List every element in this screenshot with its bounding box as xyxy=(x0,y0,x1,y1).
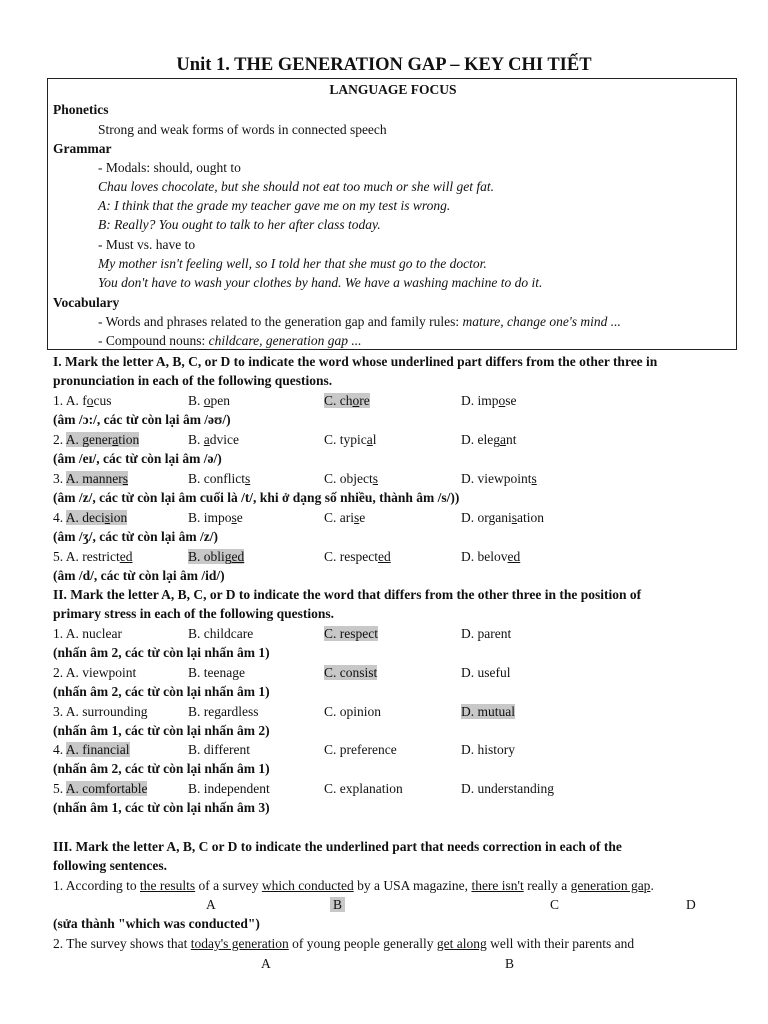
option-b: B. advice xyxy=(188,432,240,447)
grammar-heading: Grammar xyxy=(53,141,112,156)
option-c-answer: C. consist xyxy=(324,665,378,680)
grammar-example: Chau loves chocolate, but she should not eat too much or she will get fat. xyxy=(98,179,494,194)
language-focus-box xyxy=(47,78,737,350)
option-d: D. useful xyxy=(461,665,511,680)
part-label-b-answer: B xyxy=(330,896,345,914)
option-b: B. teenage xyxy=(188,665,245,680)
grammar-example: A: I think that the grade my teacher gave me on my test is wrong. xyxy=(98,198,451,213)
option-c: C. respected xyxy=(324,549,391,564)
phonetics-text: Strong and weak forms of words in connected speech xyxy=(98,122,387,137)
sentence-2: 2. The survey shows that today's generation of young people generally get along well with their parents and xyxy=(53,936,635,951)
option-d: D. organisation xyxy=(461,510,545,525)
answer-note: (sửa thành "which was conducted") xyxy=(53,916,260,931)
option-c: C. preference xyxy=(324,742,397,757)
vocabulary-text: - Compound nouns: xyxy=(98,333,209,348)
answer-note: (nhấn âm 1, các từ còn lại nhấn âm 3) xyxy=(53,800,270,815)
option-b: B. impose xyxy=(188,510,243,525)
option-a: 2. A. viewpoint xyxy=(53,665,137,680)
option-a-answer: 4. A. decision xyxy=(53,510,128,525)
section2-heading: primary stress in each of the following questions. xyxy=(53,606,335,621)
option-b: B. open xyxy=(188,393,231,408)
option-a: 5. A. restricted xyxy=(53,549,133,564)
answer-note: (âm /ɔ:/, các từ còn lại âm /əʊ/) xyxy=(53,412,231,427)
option-d: D. viewpoints xyxy=(461,471,537,486)
phonetics-heading: Phonetics xyxy=(53,102,109,117)
section1-heading: pronunciation in each of the following questions. xyxy=(53,373,333,388)
option-d: D. impose xyxy=(461,393,517,408)
answer-note: (âm /ʒ/, các từ còn lại âm /z/) xyxy=(53,529,218,544)
option-d: D. beloved xyxy=(461,549,521,564)
grammar-example: You don't have to wash your clothes by hand. We have a washing machine to do it. xyxy=(98,275,543,290)
option-d-answer: D. mutual xyxy=(461,704,515,719)
option-a-answer: 3. A. manners xyxy=(53,471,129,486)
option-a-answer: 4. A. financial xyxy=(53,742,130,757)
option-d: D. history xyxy=(461,742,515,757)
option-c-answer: C. respect xyxy=(324,626,378,641)
option-a: 1. A. focus xyxy=(53,393,112,408)
option-c: C. explanation xyxy=(324,781,403,796)
option-b: B. regardless xyxy=(188,704,259,719)
option-c: C. objects xyxy=(324,471,379,486)
grammar-line: - Must vs. have to xyxy=(98,237,196,252)
grammar-example: My mother isn't feeling well, so I told her that she must go to the doctor. xyxy=(98,256,487,271)
sentence-1: 1. According to the results of a survey which conducted by a USA magazine, there isn't really a generation gap. xyxy=(53,878,654,893)
option-d: D. parent xyxy=(461,626,512,641)
part-label-b: B xyxy=(505,956,515,971)
answer-note: (âm /d/, các từ còn lại âm /id/) xyxy=(53,568,225,583)
option-b-answer: B. obliged xyxy=(188,549,245,564)
option-b: B. independent xyxy=(188,781,270,796)
grammar-line: - Modals: should, ought to xyxy=(98,160,241,175)
option-d: D. understanding xyxy=(461,781,554,796)
section3-heading: III. Mark the letter A, B, C or D to indicate the underlined part that needs correction in each of the xyxy=(53,839,622,854)
answer-note: (âm /z/, các từ còn lại âm cuối là /t/, khi ở dạng số nhiều, thành âm /s/)) xyxy=(53,490,460,505)
answer-note: (nhấn âm 1, các từ còn lại nhấn âm 2) xyxy=(53,723,270,738)
option-b: B. different xyxy=(188,742,250,757)
option-a-answer: 5. A. comfortable xyxy=(53,781,148,796)
vocabulary-text: - Words and phrases related to the generation gap and family rules: xyxy=(98,314,463,329)
language-focus-heading: LANGUAGE FOCUS xyxy=(329,82,457,97)
part-label-d: D xyxy=(686,897,696,912)
section2-heading: II. Mark the letter A, B, C, or D to indicate the word that differs from the other three in the position of xyxy=(53,587,642,602)
part-label-a: A xyxy=(261,956,271,971)
option-d: D. elegant xyxy=(461,432,517,447)
grammar-example: B: Really? You ought to talk to her after class today. xyxy=(98,217,381,232)
vocabulary-examples: childcare, generation gap ... xyxy=(208,333,362,348)
vocabulary-heading: Vocabulary xyxy=(53,295,120,310)
option-c: C. arise xyxy=(324,510,366,525)
option-a-answer: 2. A. generation xyxy=(53,432,140,447)
answer-note: (nhấn âm 2, các từ còn lại nhấn âm 1) xyxy=(53,684,270,699)
answer-note: (nhấn âm 2, các từ còn lại nhấn âm 1) xyxy=(53,645,270,660)
option-b: B. childcare xyxy=(188,626,254,641)
part-label-c: C xyxy=(550,897,560,912)
option-c: C. typical xyxy=(324,432,377,447)
vocabulary-line xyxy=(98,332,362,350)
section3-heading: following sentences. xyxy=(53,858,167,873)
option-c: C. opinion xyxy=(324,704,382,719)
option-a: 3. A. surrounding xyxy=(53,704,148,719)
vocabulary-examples: mature, change one's mind ... xyxy=(462,314,621,329)
section1-heading: I. Mark the letter A, B, C, or D to indicate the word whose underlined part differs from the other three in xyxy=(53,354,658,369)
option-b: B. conflicts xyxy=(188,471,251,486)
vocabulary-line xyxy=(98,313,621,331)
page-title: Unit 1. THE GENERATION GAP – KEY CHI TIẾT xyxy=(176,55,592,75)
option-a: 1. A. nuclear xyxy=(53,626,122,641)
answer-note: (nhấn âm 2, các từ còn lại nhấn âm 1) xyxy=(53,761,270,776)
answer-note: (âm /eɪ/, các từ còn lại âm /ə/) xyxy=(53,451,222,466)
part-label-a: A xyxy=(206,897,216,912)
option-c-answer: C. chore xyxy=(324,393,370,408)
